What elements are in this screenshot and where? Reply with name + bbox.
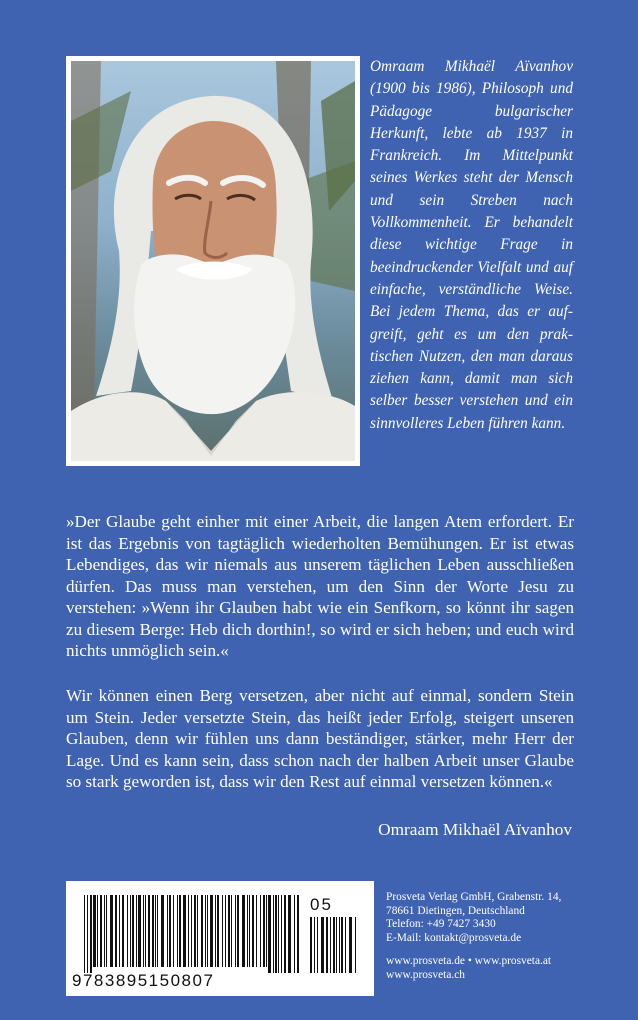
- website-links-line-2[interactable]: www.prosveta.ch: [386, 968, 465, 981]
- barcode-bar: [183, 895, 186, 967]
- portrait-illustration: [71, 61, 355, 461]
- barcode-bar: [161, 895, 164, 967]
- isbn-digits-text: 9783895150807: [72, 971, 215, 990]
- isbn-barcode: [66, 881, 374, 996]
- barcode-bar: [188, 895, 189, 967]
- barcode-bar: [148, 895, 150, 967]
- barcode-addon-bar: [341, 917, 343, 973]
- barcode-bar: [249, 895, 250, 967]
- barcode-bar: [256, 895, 257, 967]
- website-links-line-1[interactable]: www.prosveta.de • www.prosveta.at: [386, 955, 552, 967]
- barcode-bar: [273, 895, 274, 973]
- isbn-addon-number: 05: [310, 895, 333, 914]
- barcode-bar: [115, 895, 117, 967]
- barcode-bar: [145, 895, 146, 967]
- publisher-phone: Telefon: +49 7427 3430: [386, 918, 496, 931]
- barcode-bar: [169, 895, 171, 967]
- barcode-addon-bar: [321, 917, 324, 973]
- barcode-bar: [167, 895, 168, 967]
- barcode-bar: [222, 895, 223, 967]
- barcode-bar: [281, 895, 282, 973]
- barcode-bar: [237, 895, 239, 967]
- barcode-bar: [231, 895, 232, 967]
- barcode-bar: [228, 895, 230, 967]
- barcode-addon-bar: [333, 917, 335, 973]
- author-biography: Omraam Mikhaël Aïvanhov (1900 bis 1986), Philosoph und Pädagoge bulgarischer Herkunft, lebte ab 1937 in Frankreich. Im Mittelpunkt seines Werkes steht der Mensch und sein Streben nach Vollkommenheit. Er behandelt diese wichtige Frage in beeindruckender Vielfalt und auf einfache, verständliche Weise. Bei jedem Thema, das er aufgreift, geht es um den praktischen Nutzen, den man daraus ziehen kann, damit man sich selber besser verstehen und ein sinnvolleres Leben führen kann.: [370, 58, 573, 432]
- barcode-bar: [207, 895, 208, 967]
- barcode-bar: [197, 895, 198, 967]
- barcode-bar: [155, 895, 156, 967]
- barcode-bar: [179, 895, 181, 967]
- barcode-bar: [122, 895, 124, 967]
- publisher-info: [386, 891, 586, 945]
- barcode-bar: [106, 895, 107, 967]
- barcode-addon-bar: [314, 917, 315, 973]
- publisher-address: Prosveta Verlag GmbH, Grabenstr. 14,: [386, 891, 562, 903]
- barcode-bar: [110, 895, 113, 967]
- quote-paragraph-1: »Der Glaube geht einher mit einer Arbeit, die langen Atem erfordert. Er ist das Ergebnis von tagtäglich wiederholten Bemühungen. Er ist etwas Lebendiges, das wir niemals aus unserem täglichen Leben ausschließen dürfen. Das muss man verstehen, um den Sinn der Worte Jesu zu verstehen: »Wenn ihr Glauben habt wie ein Senfkorn, so könnt ihr sagen zu diesem Berge: Heb dich dorthin!, so wird er sich heben; und euch wird nichts unmöglich sein.«: [66, 512, 574, 660]
- barcode-bar: [143, 895, 144, 967]
- barcode-bar: [225, 895, 226, 967]
- barcode-addon-bar: [310, 917, 312, 973]
- barcode-bar: [130, 895, 131, 967]
- publisher-websites: [386, 955, 551, 982]
- barcode-bar: [201, 895, 203, 967]
- barcode-bar: [191, 895, 192, 967]
- barcode-bar: [104, 895, 105, 967]
- barcode-bar: [194, 895, 196, 967]
- barcode-addon-bar: [330, 917, 331, 973]
- barcode-bar: [235, 895, 236, 967]
- barcode-addon-bar: [336, 917, 337, 973]
- isbn-number: [72, 971, 302, 991]
- barcode-bar: [247, 895, 248, 967]
- barcode-bar: [252, 895, 254, 967]
- barcode-addon-bar: [349, 917, 352, 973]
- barcode-bar: [87, 895, 88, 973]
- barcode-bar: [136, 895, 137, 967]
- barcode-bar: [138, 895, 141, 967]
- barcode-bar: [210, 895, 213, 967]
- barcode-bar: [263, 895, 265, 967]
- barcode-bar: [152, 895, 154, 967]
- barcode-bar: [205, 895, 206, 967]
- barcode-bar: [268, 895, 271, 973]
- barcode-bar: [297, 895, 299, 973]
- barcode-bar: [100, 895, 102, 967]
- quote-author: Omraam Mikhaël Aïvanhov: [378, 820, 572, 839]
- barcode-bar: [294, 895, 295, 973]
- barcode-bar: [260, 895, 261, 967]
- barcode-bar: [119, 895, 120, 967]
- barcode-bar: [93, 895, 96, 967]
- barcode-bar: [84, 895, 85, 973]
- quote-paragraph-2: Wir können einen Berg versetzen, aber nicht auf einmal, sondern Stein um Stein. Jeder versetzte Stein, das heißt jeder Erfolg, steigert unseren Glauben, denn wir fühlen uns dann beständiger, stärker, mehr Herr der Lage. Und es kann sein, dass schon nach der halben Arbeit unser Glaube so stark geworden ist, dass wir den Rest auf einmal versetzen können.«: [66, 686, 574, 791]
- barcode-bar: [288, 895, 291, 973]
- barcode-addon-bar: [317, 917, 318, 973]
- barcode-bar: [215, 895, 216, 967]
- barcode-bar: [242, 895, 245, 967]
- publisher-email[interactable]: E-Mail: kontakt@prosveta.de: [386, 931, 522, 944]
- barcode-bar: [177, 895, 178, 967]
- portrait-photo: [71, 61, 355, 461]
- barcode-addon-bar: [345, 917, 346, 973]
- barcode-bar: [90, 895, 92, 973]
- portrait-frame: [66, 56, 360, 466]
- barcode-bar: [132, 895, 134, 967]
- barcode-bar: [97, 895, 98, 967]
- barcode-bar: [266, 895, 267, 967]
- barcode-bar: [275, 895, 277, 973]
- barcode-addon-bar: [339, 917, 340, 973]
- barcode-bar: [173, 895, 174, 967]
- barcode-bar: [157, 895, 158, 967]
- barcode-addon-bar: [326, 917, 328, 973]
- barcode-bar: [127, 895, 128, 967]
- barcode-addon-bar: [355, 917, 356, 973]
- barcode-bar: [278, 895, 279, 973]
- barcode-bar: [217, 895, 219, 967]
- publisher-city: 78661 Dietingen, Deutschland: [386, 904, 525, 917]
- barcode-bar: [284, 895, 286, 973]
